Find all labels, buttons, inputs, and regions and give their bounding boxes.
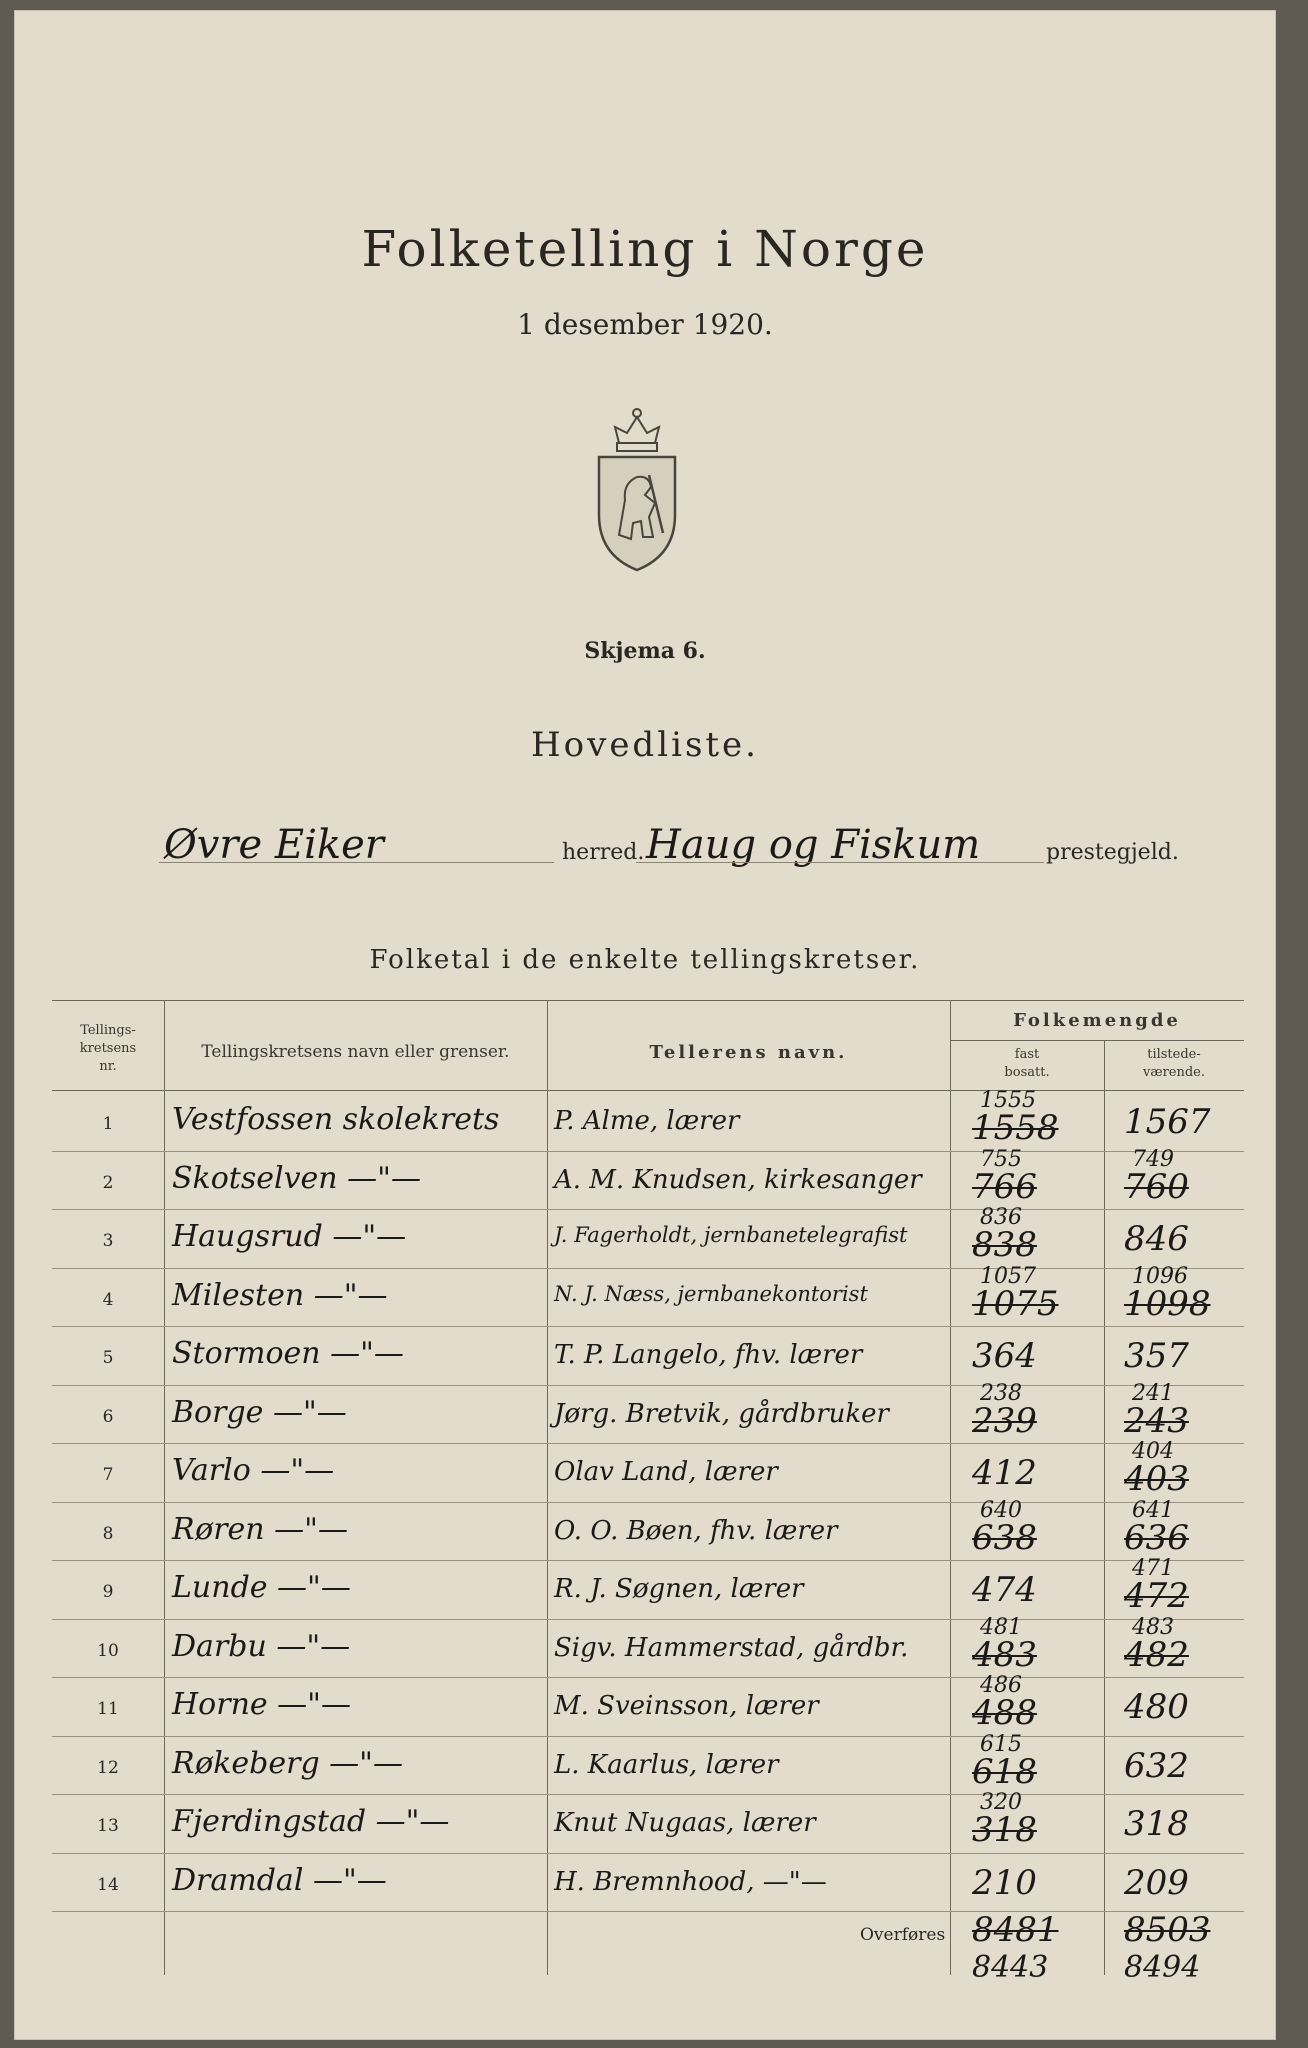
row-fast-corrected: 615 bbox=[980, 1731, 1022, 1757]
row-teller: O. O. Bøen, fhv. lærer bbox=[554, 1515, 838, 1546]
row-divider bbox=[52, 1911, 1244, 1912]
row-fast-old: 318 bbox=[972, 1810, 1037, 1850]
row-fast-corrected: 1057 bbox=[980, 1263, 1036, 1289]
row-number: 7 bbox=[102, 1465, 114, 1485]
row-teller: P. Alme, lærer bbox=[554, 1106, 740, 1136]
row-tilst-old: 243 bbox=[1124, 1400, 1189, 1441]
row-divider bbox=[52, 1443, 1244, 1444]
prestegjeld-label: prestegjeld. bbox=[1046, 840, 1179, 865]
row-number: 13 bbox=[97, 1816, 119, 1836]
row-fast-corrected: 238 bbox=[980, 1380, 1022, 1406]
row-fast-corrected: 836 bbox=[980, 1205, 1022, 1230]
row-tilst-old: 403 bbox=[1124, 1459, 1189, 1499]
row-teller: A. M. Knudsen, kirkesanger bbox=[554, 1164, 922, 1195]
row-tilst: 480 bbox=[1124, 1687, 1189, 1727]
header-teller: Tellerens navn. bbox=[649, 1042, 848, 1063]
table-header-border bbox=[52, 1090, 1244, 1091]
row-tilst-corrected: 471 bbox=[1132, 1556, 1174, 1581]
row-number: 8 bbox=[102, 1523, 114, 1544]
folkemengde-divider bbox=[950, 1040, 1244, 1041]
herred-label: herred. bbox=[562, 840, 645, 865]
table-top-border bbox=[52, 1000, 1244, 1001]
row-navn: Horne —"— bbox=[172, 1687, 351, 1722]
row-tilst: 209 bbox=[1124, 1862, 1189, 1903]
herred-line bbox=[159, 862, 554, 863]
row-number: 9 bbox=[102, 1582, 114, 1602]
row-fast-corrected: 320 bbox=[980, 1790, 1022, 1815]
row-navn: Dramdal —"— bbox=[172, 1862, 387, 1898]
row-tilst: 1567 bbox=[1124, 1102, 1211, 1142]
row-tilst-corrected: 1096 bbox=[1132, 1263, 1188, 1289]
col-divider-teller bbox=[950, 1000, 951, 1975]
row-fast: 474 bbox=[972, 1570, 1037, 1610]
row-fast-old: 1558 bbox=[972, 1108, 1059, 1148]
col-divider-fast bbox=[1104, 1040, 1105, 1975]
row-navn: Stormoen —"— bbox=[172, 1336, 404, 1371]
prestegjeld-name: Haug og Fiskum bbox=[646, 822, 981, 868]
header-navn: Tellingskretsens navn eller grenser. bbox=[201, 1042, 510, 1062]
row-fast-old: 239 bbox=[972, 1400, 1037, 1441]
row-number: 3 bbox=[102, 1231, 114, 1251]
row-tilst-corrected: 404 bbox=[1132, 1439, 1174, 1464]
coat-of-arms-icon bbox=[589, 405, 685, 575]
row-fast-corrected: 640 bbox=[980, 1497, 1022, 1523]
row-teller: J. Fagerholdt, jernbanetelegrafist bbox=[554, 1223, 908, 1247]
census-page bbox=[14, 10, 1276, 2040]
row-tilst-old: 636 bbox=[1124, 1517, 1189, 1558]
row-divider bbox=[52, 1853, 1244, 1854]
row-navn: Skotselven —"— bbox=[172, 1160, 421, 1196]
row-divider bbox=[52, 1151, 1244, 1152]
row-teller: Jørg. Bretvik, gårdbruker bbox=[554, 1398, 889, 1429]
row-fast-old: 618 bbox=[972, 1751, 1037, 1792]
row-divider bbox=[52, 1385, 1244, 1386]
header-folkemengde: Folkemengde bbox=[1013, 1010, 1181, 1031]
row-tilst-old: 1098 bbox=[1124, 1283, 1211, 1324]
row-teller: Olav Land, lærer bbox=[554, 1457, 778, 1487]
row-number: 5 bbox=[102, 1348, 114, 1368]
row-fast-old: 483 bbox=[972, 1634, 1037, 1675]
row-tilst: 846 bbox=[1124, 1219, 1189, 1259]
row-tilst-corrected: 483 bbox=[1132, 1614, 1174, 1640]
row-divider bbox=[52, 1736, 1244, 1737]
page-title: Folketelling i Norge bbox=[361, 220, 929, 278]
row-tilst: 357 bbox=[1124, 1336, 1189, 1376]
schema-label: Skjema 6. bbox=[584, 638, 706, 664]
header-fast: fast bosatt. bbox=[1004, 1047, 1050, 1080]
row-number: 12 bbox=[97, 1757, 119, 1778]
prestegjeld-line bbox=[636, 862, 1044, 863]
row-tilst-corrected: 749 bbox=[1132, 1146, 1174, 1172]
row-number: 11 bbox=[97, 1699, 119, 1719]
row-fast-corrected: 1555 bbox=[980, 1088, 1036, 1113]
overfores-label: Overføres bbox=[860, 1925, 946, 1945]
row-navn: Varlo —"— bbox=[172, 1453, 335, 1488]
row-number: 1 bbox=[102, 1114, 114, 1134]
row-fast-old: 638 bbox=[972, 1517, 1037, 1558]
total-tilst: 8494 bbox=[1124, 1950, 1201, 1985]
row-navn: Lunde —"— bbox=[172, 1570, 351, 1605]
row-navn: Milesten —"— bbox=[172, 1277, 388, 1313]
row-fast: 412 bbox=[972, 1453, 1037, 1493]
total-fast: 8443 bbox=[972, 1950, 1049, 1985]
row-navn: Vestfossen skolekrets bbox=[172, 1102, 500, 1137]
row-tilst-corrected: 641 bbox=[1132, 1497, 1174, 1523]
row-fast: 210 bbox=[972, 1862, 1037, 1903]
row-teller: L. Kaarlus, lærer bbox=[554, 1749, 779, 1780]
row-tilst-old: 760 bbox=[1124, 1166, 1189, 1207]
row-tilst: 632 bbox=[1124, 1745, 1189, 1786]
row-divider bbox=[52, 1560, 1244, 1561]
row-teller: T. P. Langelo, fhv. lærer bbox=[554, 1340, 863, 1370]
col-divider-nr bbox=[164, 1000, 165, 1975]
row-number: 4 bbox=[102, 1289, 114, 1310]
row-fast-old: 838 bbox=[972, 1225, 1037, 1265]
row-tilst-old: 482 bbox=[1124, 1634, 1189, 1675]
row-teller: H. Bremnhood, —"— bbox=[554, 1866, 827, 1897]
row-teller: Sigv. Hammerstad, gårdbr. bbox=[554, 1632, 909, 1663]
row-fast-corrected: 755 bbox=[980, 1146, 1022, 1172]
row-divider bbox=[52, 1677, 1244, 1678]
row-fast-corrected: 486 bbox=[980, 1673, 1022, 1698]
row-fast-old: 766 bbox=[972, 1166, 1037, 1207]
row-teller: R. J. Søgnen, lærer bbox=[554, 1574, 804, 1604]
row-number: 14 bbox=[97, 1874, 119, 1895]
census-table bbox=[52, 1000, 1244, 1985]
row-navn: Fjerdingstad —"— bbox=[172, 1804, 450, 1839]
herred-name: Øvre Eiker bbox=[164, 822, 384, 868]
row-navn: Røkeberg —"— bbox=[172, 1745, 403, 1781]
row-number: 6 bbox=[102, 1406, 114, 1427]
row-divider bbox=[52, 1209, 1244, 1210]
row-tilst-corrected: 241 bbox=[1132, 1380, 1174, 1406]
total-tilst-old: 8503 bbox=[1124, 1910, 1211, 1950]
row-fast-old: 488 bbox=[972, 1693, 1037, 1733]
row-fast: 364 bbox=[972, 1336, 1037, 1376]
header-nr: Tellings- kretsens nr. bbox=[79, 1023, 137, 1074]
row-tilst: 318 bbox=[1124, 1804, 1189, 1844]
row-divider bbox=[52, 1268, 1244, 1269]
list-title: Hovedliste. bbox=[530, 725, 759, 765]
row-divider bbox=[52, 1502, 1244, 1503]
total-fast-old: 8481 bbox=[972, 1910, 1059, 1950]
row-teller: N. J. Næss, jernbanekontorist bbox=[554, 1281, 868, 1306]
row-number: 10 bbox=[97, 1640, 119, 1661]
row-divider bbox=[52, 1794, 1244, 1795]
page-subtitle: 1 desember 1920. bbox=[517, 308, 773, 341]
row-navn: Darbu —"— bbox=[172, 1628, 351, 1664]
row-tilst-old: 472 bbox=[1124, 1576, 1189, 1616]
row-teller: M. Sveinsson, lærer bbox=[554, 1691, 819, 1721]
row-fast-old: 1075 bbox=[972, 1283, 1059, 1324]
row-number: 2 bbox=[102, 1172, 114, 1193]
row-navn: Borge —"— bbox=[172, 1394, 347, 1430]
section-title: Folketal i de enkelte tellingskretser. bbox=[369, 945, 921, 975]
row-fast-corrected: 481 bbox=[980, 1614, 1022, 1640]
row-divider bbox=[52, 1619, 1244, 1620]
header-tilstede: tilstede- værende. bbox=[1143, 1047, 1205, 1080]
row-teller: Knut Nugaas, lærer bbox=[554, 1808, 816, 1838]
row-navn: Haugsrud —"— bbox=[172, 1219, 407, 1254]
row-navn: Røren —"— bbox=[172, 1511, 348, 1547]
row-divider bbox=[52, 1326, 1244, 1327]
col-divider-navn bbox=[547, 1000, 548, 1975]
